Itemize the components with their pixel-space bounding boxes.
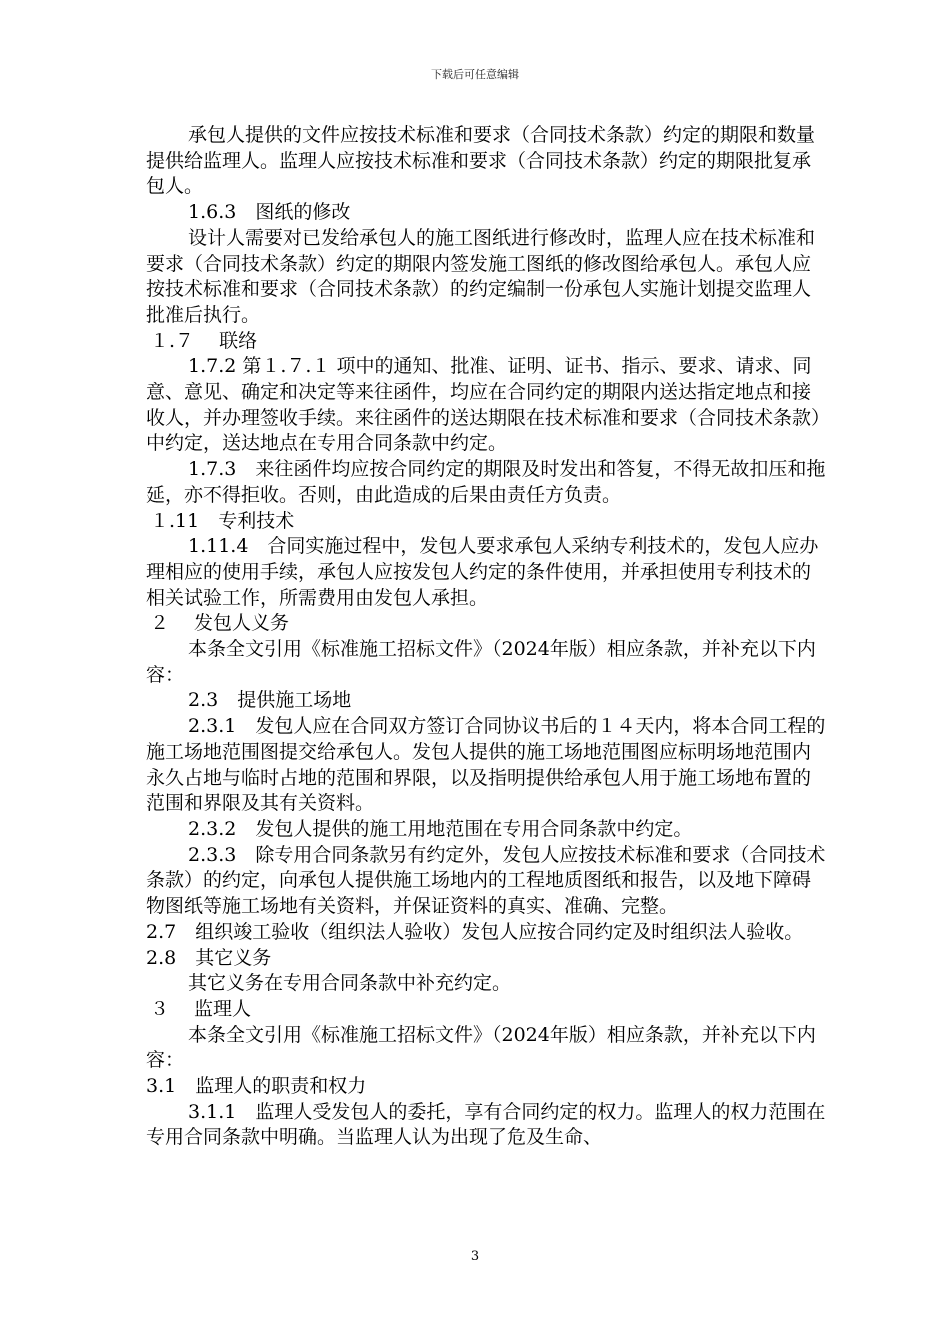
section-heading: １.７ 联络 xyxy=(150,329,258,352)
section-heading: １.11 专利技术 xyxy=(150,509,295,532)
document-body xyxy=(146,123,826,1151)
paragraph: 本条全文引用《标准施工招标文件》（2024年版）相应条款，并补充以下内容： xyxy=(146,1023,816,1072)
paragraph: 承包人提供的文件应按技术标准和要求（合同技术条款）约定的期限和数量提供给监理人。监理人应按技术标准和要求（合同技术条款）约定的期限批复承包人。 xyxy=(146,124,816,198)
section-heading: 2.8 其它义务 xyxy=(146,946,272,969)
paragraph: 1.7.2 第１.７.１ 项中的通知、批准、证明、证书、指示、要求、请求、同意、意见、确定和决定等来往函件，均应在合同约定的期限内送达指定地点和接收人，并办理签收手续。来往函件的送达期限在技术标准和要求（合同技术条款）中约定，送达地点在专用合同条款中约定。 xyxy=(146,355,821,455)
paragraph: 2.3.2 发包人提供的施工用地范围在专用合同条款中约定。 xyxy=(188,817,693,840)
paragraph: 1.7.3 来往函件均应按合同约定的期限及时发出和答复，不得无故扣压和拖延，亦不得拒收。否则，由此造成的后果由责任方负责。 xyxy=(146,458,826,506)
page-number: 3 xyxy=(470,1249,480,1264)
paragraph: 1.11.4 合同实施过程中，发包人要求承包人采纳专利技术的，发包人应办理相应的使用手续，承包人应按发包人约定的条件使用，并承担使用专利技术的相关试验工作，所需费用由发包人承担。 xyxy=(146,535,819,609)
header-note: 下载后可任意编辑 xyxy=(431,68,519,81)
paragraph: 2.3.3 除专用合同条款另有约定外，发包人应按技术标准和要求（合同技术条款）的约定，向承包人提供施工场地内的工程地质图纸和报告，以及地下障碍物图纸等施工场地有关资料，并保证资料的真实、准确、完整。 xyxy=(146,843,826,918)
section-heading: ３ 监理人 xyxy=(150,997,252,1020)
paragraph: 本条全文引用《标准施工招标文件》（2024年版）相应条款，并补充以下内容： xyxy=(146,638,816,686)
section-heading: 1.6.3 图纸的修改 xyxy=(188,201,351,224)
paragraph: 3.1.1 监理人受发包人的委托，享有合同约定的权力。监理人的权力范围在专用合同条款中明确。当监理人认为出现了危及生命、 xyxy=(146,1100,826,1149)
paragraph: 2.7 组织竣工验收（组织法人验收）发包人应按合同约定及时组织法人验收。 xyxy=(146,920,804,943)
section-heading: 3.1 监理人的职责和权力 xyxy=(146,1075,367,1098)
section-heading: ２ 发包人义务 xyxy=(150,612,290,635)
section-heading: 2.3 提供施工场地 xyxy=(188,689,352,712)
paragraph: 设计人需要对已发给承包人的施工图纸进行修改时，监理人应在技术标准和要求（合同技术条款）约定的期限内签发施工图纸的修改图给承包人。承包人应按技术标准和要求（合同技术条款）的约定编制一份承包人实施计划提交监理人批准后执行。 xyxy=(146,226,816,326)
paragraph: 其它义务在专用合同条款中补充约定。 xyxy=(188,972,512,995)
paragraph: 2.3.1 发包人应在合同双方签订合同协议书后的１４天内，将本合同工程的施工场地范围图提交给承包人。发包人提供的施工场地范围图应标明场地范围内永久占地与临时占地的范围和界限，以及指明提供给承包人用于施工场地布置的范围和界限及其有关资料。 xyxy=(146,715,826,815)
